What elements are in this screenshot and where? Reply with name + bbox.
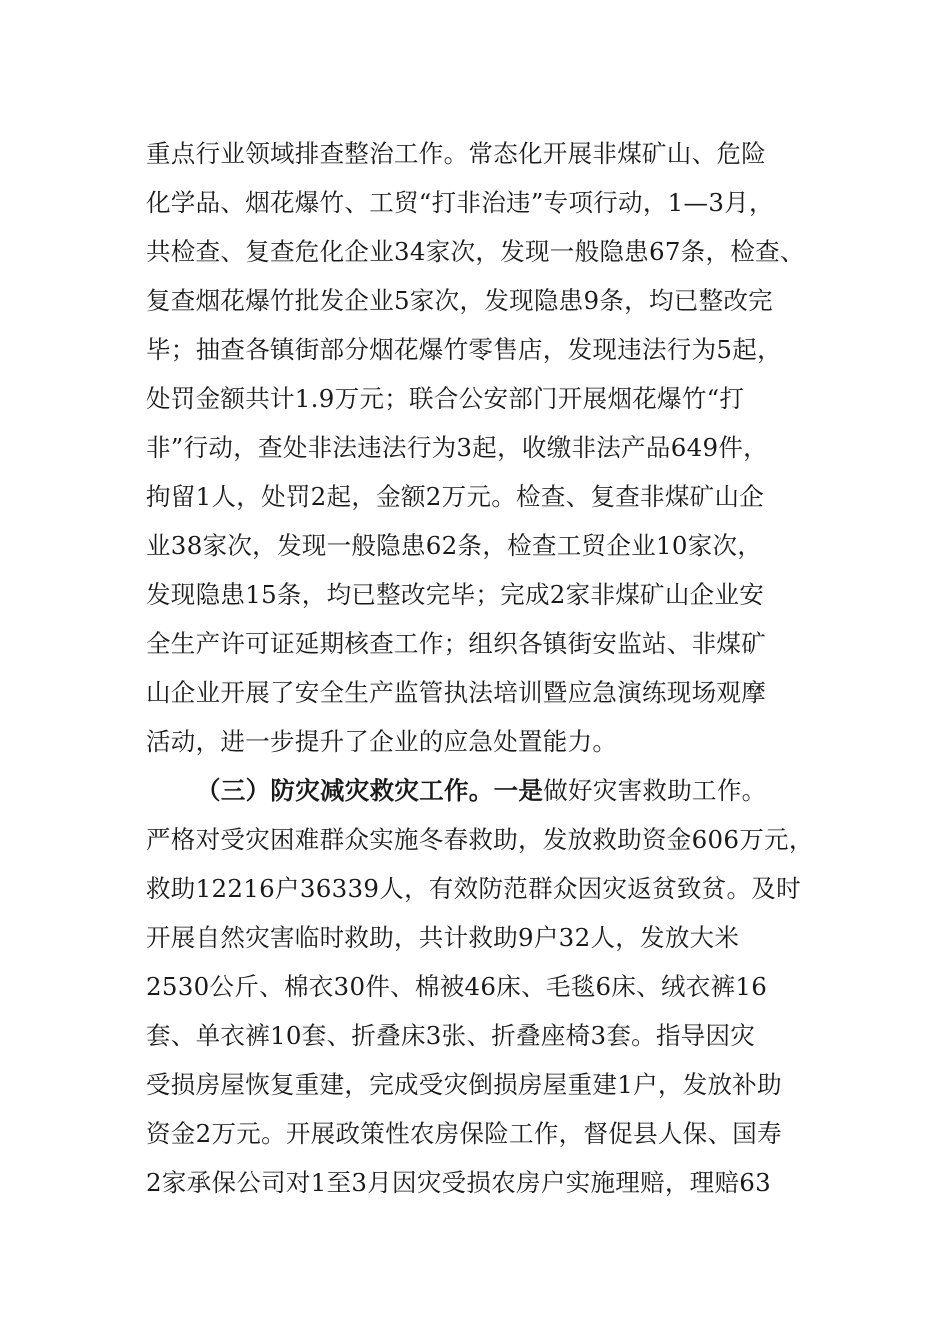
text-line: 毕；抽查各镇街部分烟花爆竹零售店，发现违法行为5起， <box>146 335 782 364</box>
section-lead: 一是 <box>493 776 544 805</box>
text-line: 复查烟花爆竹批发企业5家次，发现隐患9条，均已整改完 <box>146 286 773 315</box>
text-line: 活动，进一步提升了企业的应急处置能力。 <box>146 727 618 756</box>
text-line: 全生产许可证延期核查工作；组织各镇街安监站、非煤矿 <box>146 629 766 658</box>
text-line: 救助12216户36339人，有效防范群众因灾返贫致贫。及时 <box>146 874 801 903</box>
text-line: 开展自然灾害临时救助，共计救助9户32人，发放大米 <box>146 923 740 952</box>
text-line: 套、单衣裤10套、折叠床3张、折叠座椅3套。指导因灾 <box>146 1021 756 1050</box>
text-line: 化学品、烟花爆竹、工贸“打非治违”专项行动，1—3月， <box>146 188 774 217</box>
text-line: 受损房屋恢复重建，完成受灾倒损房屋重建1户，发放补助 <box>146 1070 782 1099</box>
section-heading-line <box>196 771 766 811</box>
text-line: 资金2万元。开展政策性农房保险工作，督促县人保、国寿 <box>146 1119 782 1148</box>
section-heading-rest: 做好灾害救助工作。 <box>543 776 767 805</box>
text-line: 严格对受灾困难群众实施冬春救助，发放救助资金606万元， <box>146 825 814 854</box>
text-line: 2530公斤、棉衣30件、棉被46床、毛毯6床、绒衣裤16 <box>146 972 768 1001</box>
text-line: 重点行业领域排查整治工作。常态化开展非煤矿山、危险 <box>146 139 766 168</box>
text-line: 拘留1人，处罚2起，金额2万元。检查、复查非煤矿山企 <box>146 482 765 511</box>
text-line: 处罚金额共计1.9万元；联合公安部门开展烟花爆竹“打 <box>146 384 745 413</box>
text-line: 2家承保公司对1至3月因灾受损农房户实施理赔，理赔63 <box>146 1168 772 1197</box>
text-line: 业38家次，发现一般隐患62条，检查工贸企业10家次， <box>146 531 763 560</box>
text-line: 共检查、复查危化企业34家次，发现一般隐患67条，检查、 <box>146 237 805 266</box>
text-line: 发现隐患15条，均已整改完毕；完成2家非煤矿山企业安 <box>146 580 765 609</box>
text-line: 非”行动，查处非法违法行为3起，收缴非法产品649件， <box>146 433 768 462</box>
section-heading: （三）防灾减灾救灾工作。 <box>196 776 494 805</box>
text-line: 山企业开展了安全生产监管执法培训暨应急演练现场观摩 <box>146 678 766 707</box>
